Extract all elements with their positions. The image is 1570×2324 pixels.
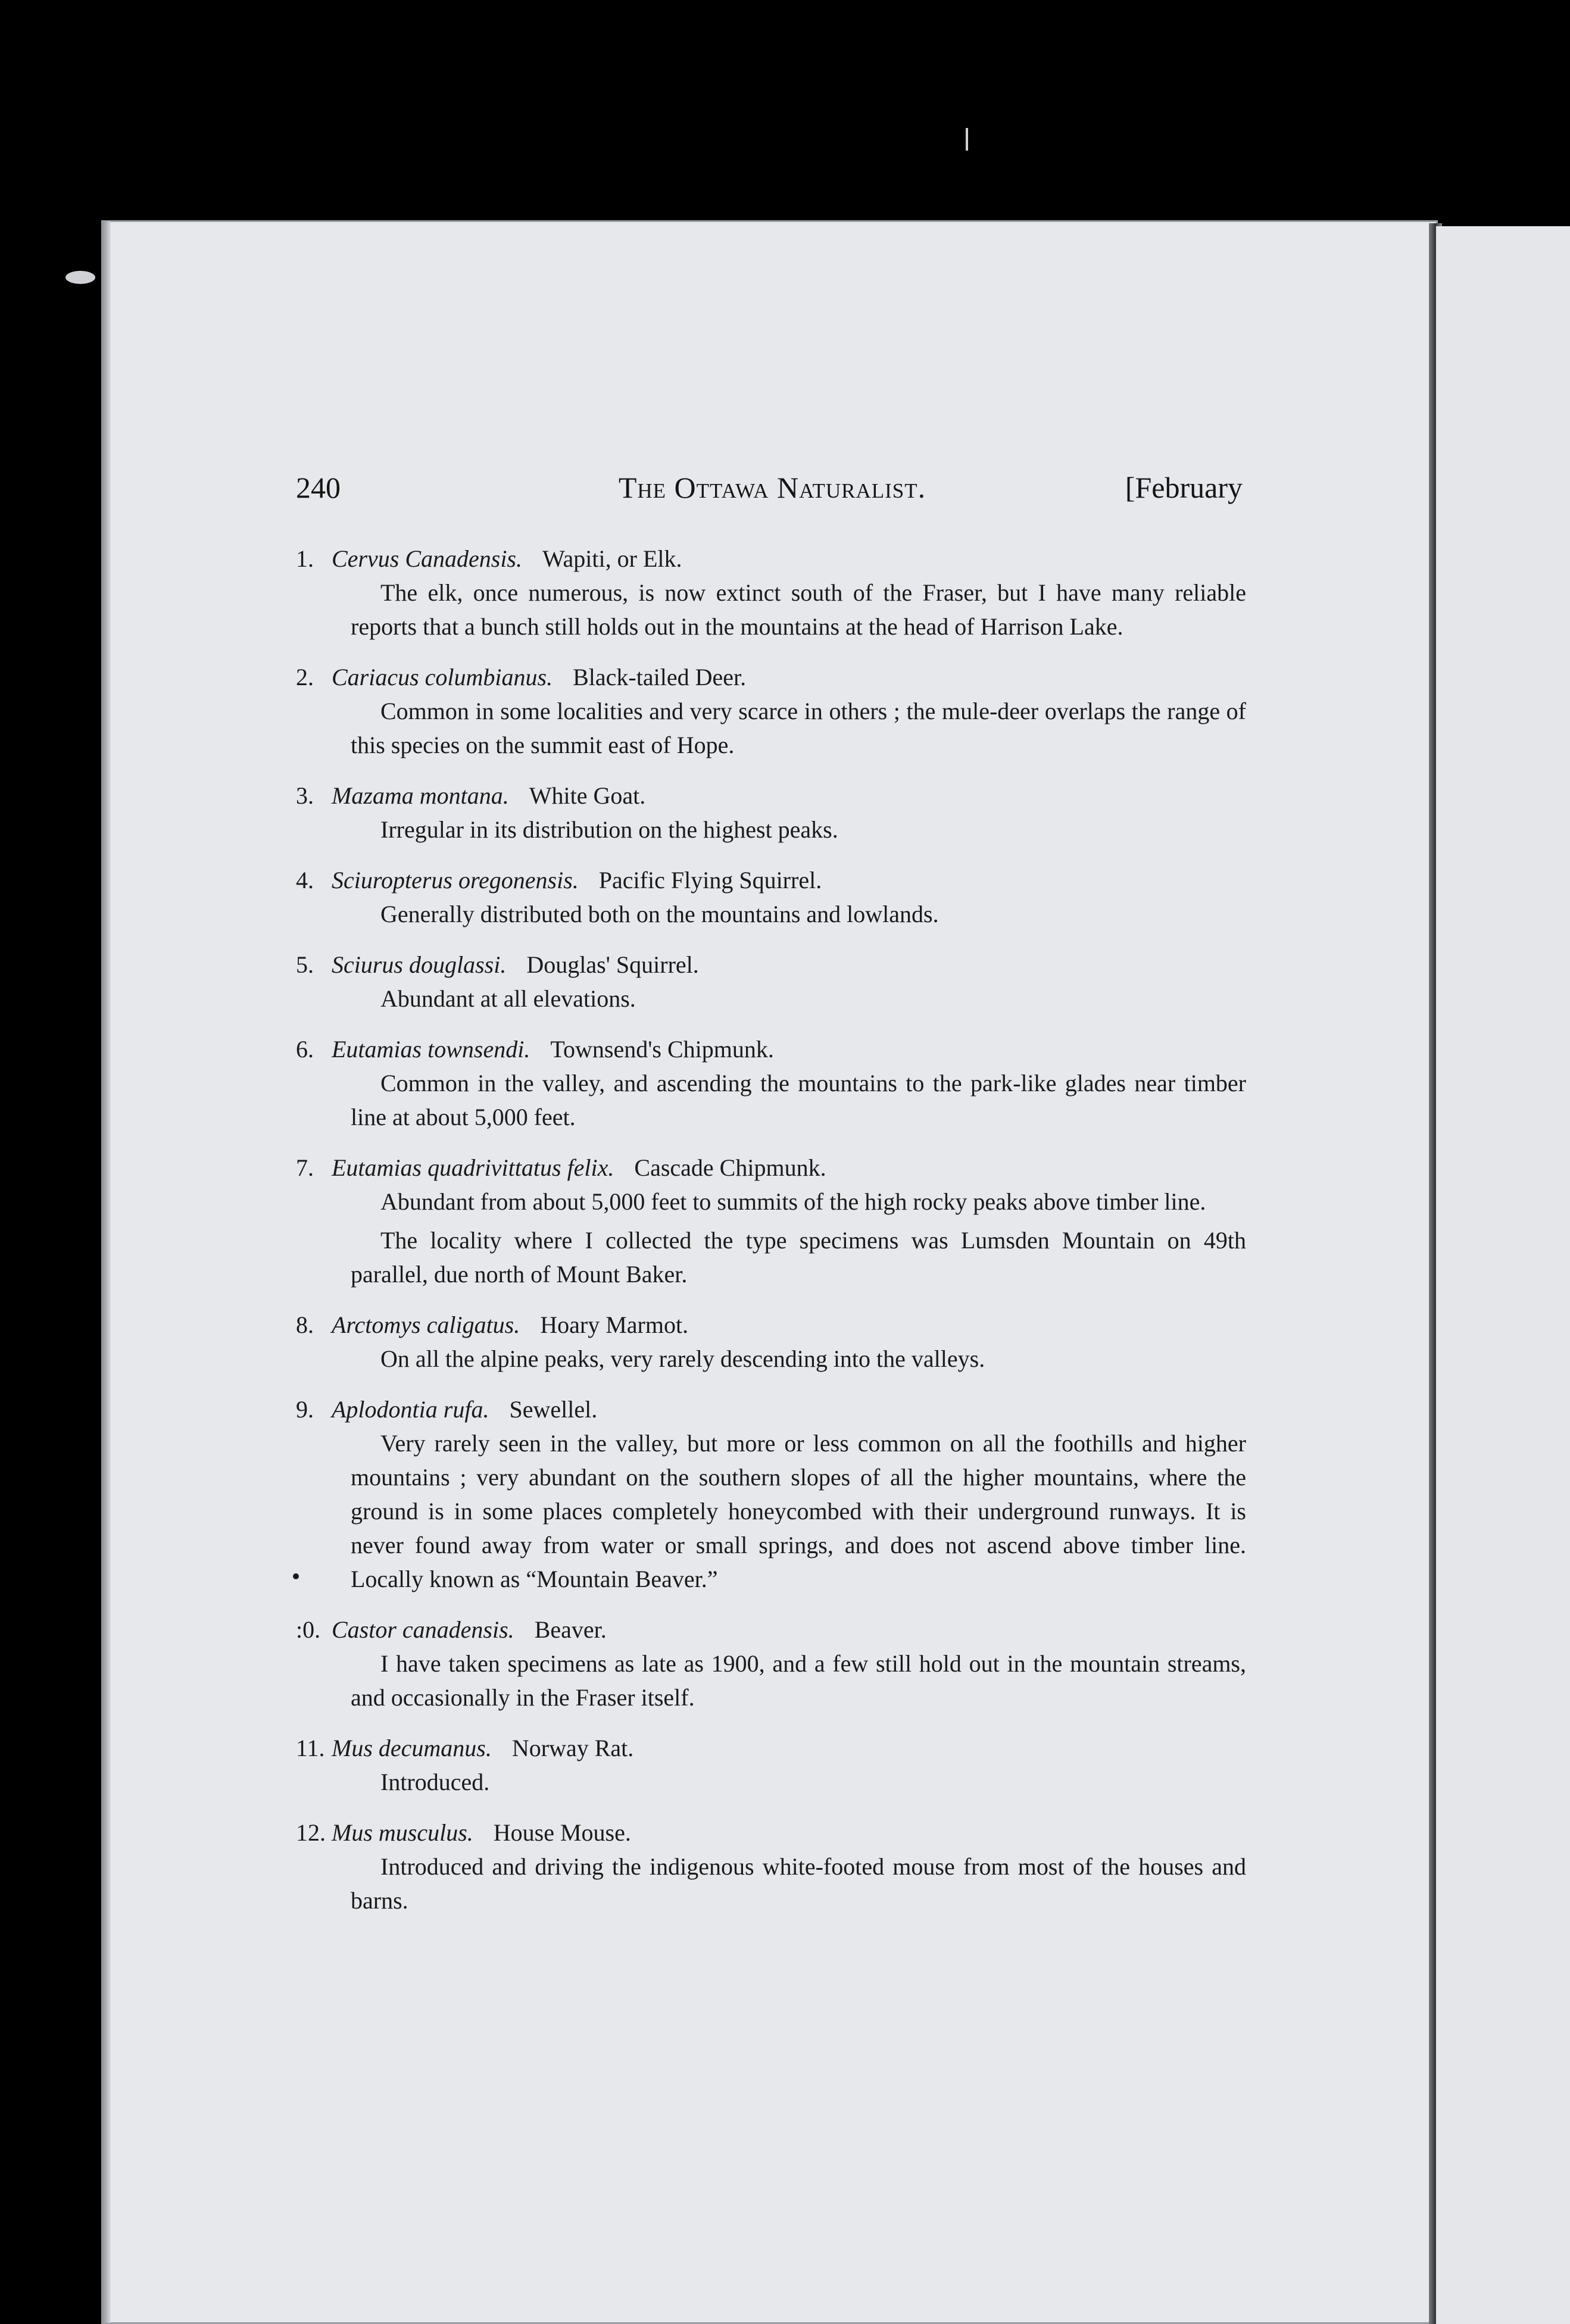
common-name: Beaver. <box>534 1616 607 1643</box>
scan-speck <box>966 128 968 151</box>
common-name: House Mouse. <box>493 1819 631 1846</box>
common-name: Douglas' Squirrel. <box>526 951 699 978</box>
species-description: Introduced. <box>380 1769 490 1795</box>
species-entry <box>296 1816 1246 1917</box>
species-description: Common in some localities and very scarce in others ; the mule-deer overlaps the range of this species on the summit east of Hope. <box>351 698 1246 758</box>
species-heading <box>296 948 1246 982</box>
species-description: On all the alpine peaks, very rarely descending into the valleys. <box>380 1345 985 1372</box>
common-name: Norway Rat. <box>511 1735 634 1761</box>
species-heading <box>296 1392 1246 1426</box>
species-entry <box>296 863 1246 931</box>
scientific-name: Sciuropterus oregonensis. <box>332 867 579 894</box>
scientific-name: Castor canadensis. <box>332 1616 514 1643</box>
species-heading <box>296 779 1246 813</box>
page-number: 240 <box>296 471 341 504</box>
entry-number: 5. <box>296 951 314 978</box>
entry-number: 3. <box>296 782 314 809</box>
species-description: The locality where I collected the type specimens was Lumsden Mountain on 49th parallel, due north of Mount Baker. <box>351 1227 1246 1288</box>
species-heading <box>296 863 1246 897</box>
species-heading <box>296 1731 1246 1765</box>
species-entry <box>296 660 1246 762</box>
common-name: Townsend's Chipmunk. <box>550 1036 774 1063</box>
species-entry <box>296 542 1246 644</box>
species-entry <box>296 779 1246 846</box>
entry-number: 7. <box>296 1154 314 1181</box>
scientific-name: Arctomys caligatus. <box>332 1311 520 1338</box>
species-heading <box>296 1308 1246 1342</box>
species-description: I have taken specimens as late as 1900, and a few still hold out in the mountain streams, and occasionally in the Fraser itself. <box>351 1650 1246 1711</box>
species-description: Very rarely seen in the valley, but more or less common on all the foothills and higher mountains ; very abundant on the southern slopes of all the higher mountains, where the ground is in some places completely honeycombed with their underground runways. It is never found away from water or small springs, and does not ascend above timber line. Locally known as “Mountain Beaver.” <box>351 1430 1246 1592</box>
common-name: Wapiti, or Elk. <box>542 545 682 572</box>
entry-number: 1. <box>296 545 314 572</box>
entry-number: 6. <box>296 1036 314 1063</box>
species-heading <box>296 542 1246 576</box>
entry-number: :0. <box>296 1616 321 1643</box>
common-name: Pacific Flying Squirrel. <box>598 867 822 894</box>
species-description: Irregular in its distribution on the highest peaks. <box>380 816 838 843</box>
scientific-name: Mazama montana. <box>332 782 509 809</box>
entry-number: 4. <box>296 867 314 894</box>
species-entry <box>296 1613 1246 1714</box>
page-edge-shadow <box>102 221 111 2323</box>
species-entry <box>296 1308 1246 1376</box>
species-description: Introduced and driving the indigenous white-footed mouse from most of the houses and barns. <box>351 1853 1246 1914</box>
scientific-name: Eutamias quadrivittatus felix. <box>332 1154 614 1181</box>
scan-speck <box>65 271 95 284</box>
common-name: White Goat. <box>529 782 646 809</box>
entry-number: 12. <box>296 1819 326 1846</box>
species-entry <box>296 1731 1246 1799</box>
entry-number: 8. <box>296 1311 314 1338</box>
scientific-name: Mus musculus. <box>332 1819 473 1846</box>
species-heading <box>296 1032 1246 1066</box>
entry-number: 11. <box>296 1735 325 1761</box>
species-description: Abundant at all elevations. <box>380 985 636 1012</box>
species-entry <box>296 1392 1246 1596</box>
species-entry <box>296 948 1246 1016</box>
species-heading <box>296 1816 1246 1850</box>
entry-number: 2. <box>296 664 314 691</box>
species-entry <box>296 1032 1246 1134</box>
species-description: Common in the valley, and ascending the mountains to the park-like glades near timber line at about 5,000 feet. <box>351 1070 1246 1130</box>
common-name: Sewellel. <box>509 1396 598 1423</box>
scientific-name: Eutamias townsendi. <box>332 1036 530 1063</box>
ink-dot <box>293 1573 299 1579</box>
species-description: The elk, once numerous, is now extinct south of the Fraser, but I have many reliable reports that a bunch still holds out in the mountains at the head of Harrison Lake. <box>351 579 1246 640</box>
facing-page-edge <box>1436 226 1570 2324</box>
species-heading <box>296 660 1246 694</box>
scientific-name: Cervus Canadensis. <box>332 545 522 572</box>
species-entry <box>296 1151 1246 1291</box>
species-heading <box>296 1151 1246 1185</box>
scientific-name: Cariacus columbianus. <box>332 664 553 691</box>
scientific-name: Sciurus douglassi. <box>332 951 507 978</box>
journal-title: The Ottawa Naturalist. <box>618 471 926 504</box>
common-name: Black-tailed Deer. <box>573 664 747 691</box>
species-description: Abundant from about 5,000 feet to summits of the high rocky peaks above timber line. <box>380 1188 1206 1215</box>
species-heading <box>296 1613 1246 1647</box>
scientific-name: Aplodontia rufa. <box>332 1396 489 1423</box>
species-list <box>296 542 1246 1934</box>
species-description: Generally distributed both on the mountains and lowlands. <box>380 901 939 927</box>
common-name: Cascade Chipmunk. <box>634 1154 826 1181</box>
issue-month: [February <box>1125 471 1243 504</box>
entry-number: 9. <box>296 1396 314 1423</box>
scientific-name: Mus decumanus. <box>332 1735 492 1761</box>
running-header <box>296 470 1243 512</box>
common-name: Hoary Marmot. <box>540 1311 689 1338</box>
